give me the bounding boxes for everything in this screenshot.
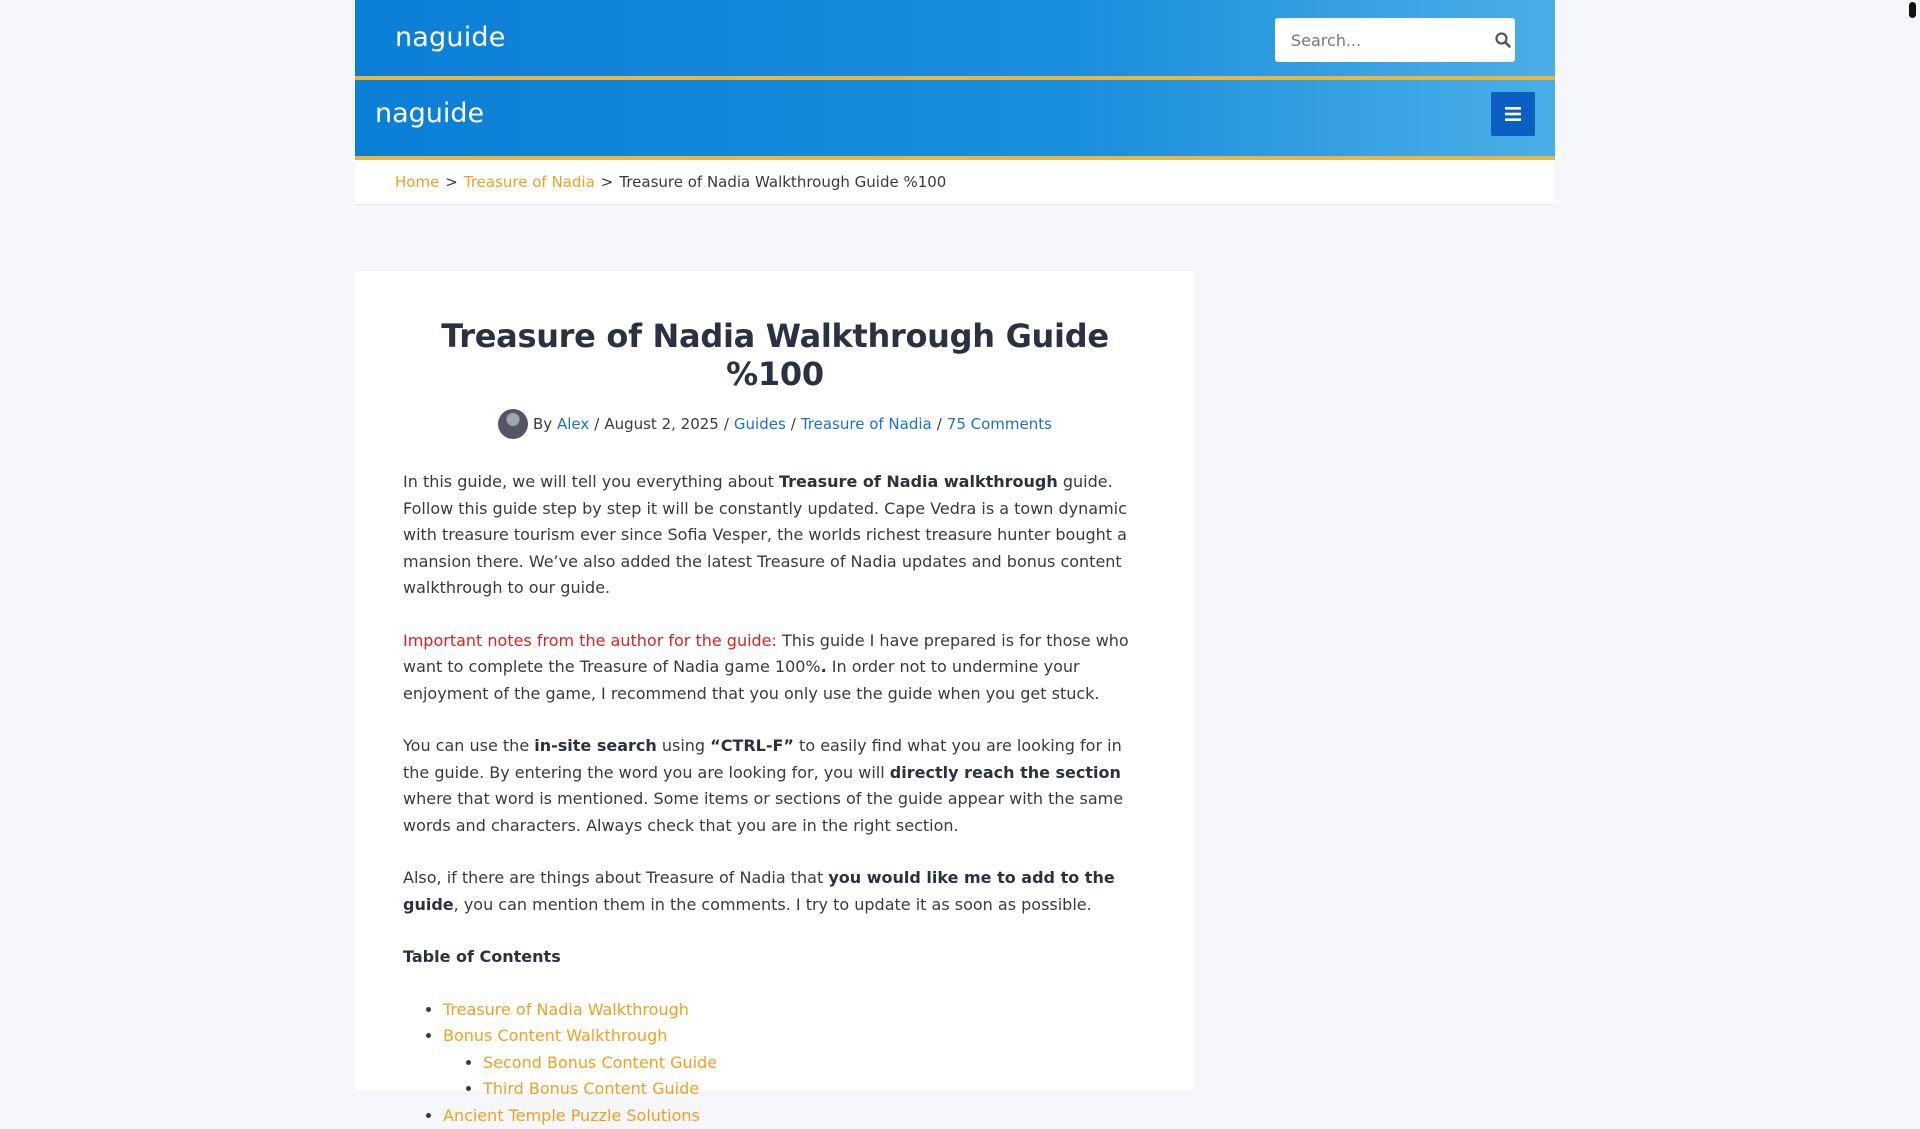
toc-link-third-bonus[interactable]: Third Bonus Content Guide xyxy=(483,1079,699,1098)
toc-item xyxy=(483,1050,1147,1077)
bold-text: Treasure of Nadia walkthrough xyxy=(779,472,1058,491)
toc-link-temple-puzzles[interactable]: Ancient Temple Puzzle Solutions xyxy=(443,1106,700,1125)
breadcrumb-separator: > xyxy=(445,173,458,191)
bold-text: . xyxy=(821,657,827,676)
article-content xyxy=(403,469,1147,1129)
text: where that word is mentioned. Some items or sections of the guide appear with the same words and characters. Always check that you are in the right section. xyxy=(403,789,1123,835)
toc-link-walkthrough[interactable]: Treasure of Nadia Walkthrough xyxy=(443,1000,689,1019)
search-icon xyxy=(1495,32,1511,48)
text: In this guide, we will tell you everything about xyxy=(403,472,779,491)
meta-separator: / xyxy=(594,415,599,433)
search-button[interactable] xyxy=(1491,18,1515,62)
site-header xyxy=(355,0,1555,80)
text: using xyxy=(657,736,710,755)
author-link[interactable]: Alex xyxy=(557,415,589,433)
article xyxy=(355,271,1195,1091)
page-title: Treasure of Nadia Walkthrough Guide %100 xyxy=(403,317,1147,393)
meta-separator: / xyxy=(937,415,942,433)
hamburger-menu-icon xyxy=(1505,107,1521,121)
author-notes-paragraph xyxy=(403,628,1147,708)
meta-separator: / xyxy=(791,415,796,433)
text: You can use the xyxy=(403,736,534,755)
scrollbar-thumb[interactable] xyxy=(1909,2,1916,18)
breadcrumb xyxy=(355,160,1555,205)
intro-paragraph xyxy=(403,469,1147,602)
important-note-label: Important notes from the author for the guide: xyxy=(403,631,777,650)
text: guide. Follow this guide step by step it will be constantly updated. Cape Vedra is a town dynamic with treasure tourism ever since Sofia Vesper, the worlds richest treasure hunter bought a mansion there. We’ve also added the latest Treasure of Nadia updates and bonus content walkthrough to our guide. xyxy=(403,472,1127,597)
toc-link-bonus-content[interactable]: Bonus Content Walkthrough xyxy=(443,1026,667,1045)
bold-text: in-site search xyxy=(534,736,657,755)
search-form xyxy=(1275,18,1515,62)
feedback-paragraph xyxy=(403,865,1147,918)
comments-link[interactable]: 75 Comments xyxy=(947,415,1052,433)
search-input[interactable] xyxy=(1275,18,1491,62)
page-wrapper xyxy=(355,0,1555,205)
bold-text: “CTRL-F” xyxy=(710,736,794,755)
breadcrumb-home[interactable]: Home xyxy=(395,173,439,191)
scrollbar[interactable] xyxy=(1902,0,1920,1080)
meta-separator: / xyxy=(724,415,729,433)
breadcrumb-current: Treasure of Nadia Walkthrough Guide %100 xyxy=(619,173,946,191)
text: In order not to undermine your enjoyment of the game, I recommend that you only use the guide when you get stuck. xyxy=(403,657,1100,703)
breadcrumb-separator: > xyxy=(601,173,614,191)
category-link-treasure-of-nadia[interactable]: Treasure of Nadia xyxy=(801,415,932,433)
search-tip-paragraph xyxy=(403,733,1147,839)
breadcrumb-category[interactable]: Treasure of Nadia xyxy=(464,173,595,191)
post-meta xyxy=(403,409,1147,439)
text: Also, if there are things about Treasure of Nadia that xyxy=(403,868,828,887)
table-of-contents xyxy=(403,997,1147,1129)
bold-text: you would like me to add to the guide xyxy=(403,868,1115,914)
toc-item xyxy=(483,1076,1147,1103)
author-avatar[interactable] xyxy=(498,409,528,439)
menu-toggle-button[interactable] xyxy=(1491,92,1535,136)
bold-text: directly reach the section xyxy=(890,763,1121,782)
toc-item xyxy=(443,1023,1147,1103)
toc-title: Table of Contents xyxy=(403,944,1147,971)
main-navigation xyxy=(355,80,1555,160)
site-logo-link[interactable]: naguide xyxy=(395,22,506,53)
toc-sublist xyxy=(443,1050,1147,1103)
toc-item xyxy=(443,1103,1147,1129)
toc-link-second-bonus[interactable]: Second Bonus Content Guide xyxy=(483,1053,717,1072)
nav-site-title[interactable]: naguide xyxy=(375,98,484,129)
text: to easily find what you are looking for in the guide. By entering the word you are looking for, you will xyxy=(403,736,1122,782)
text: This guide I have prepared is for those who want to complete the Treasure of Nadia game 100% xyxy=(403,631,1129,677)
meta-by: By xyxy=(533,415,552,433)
post-date: August 2, 2025 xyxy=(604,415,719,433)
category-link-guides[interactable]: Guides xyxy=(734,415,786,433)
text: , you can mention them in the comments. I try to update it as soon as possible. xyxy=(454,895,1092,914)
toc-item xyxy=(443,997,1147,1024)
